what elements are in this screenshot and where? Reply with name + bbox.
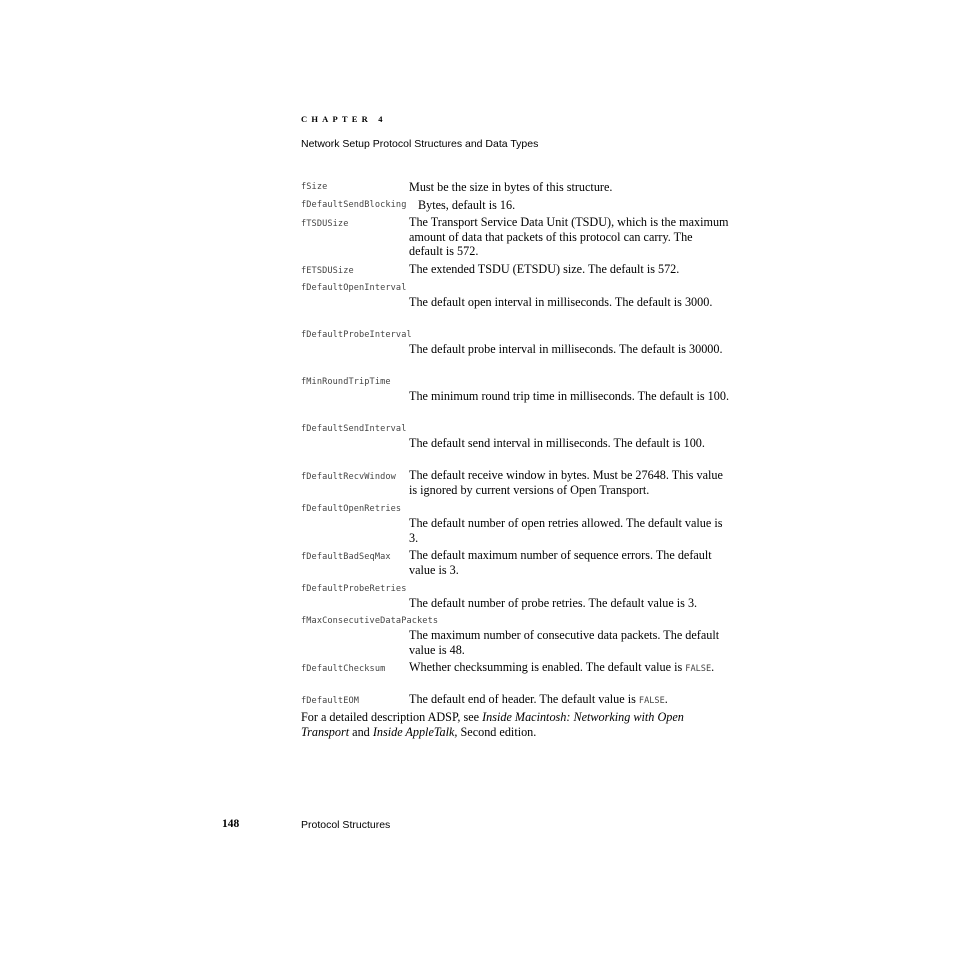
field-description: The default number of probe retries. The default value is 3.: [409, 596, 698, 610]
page-number: 148: [222, 818, 240, 830]
field-description: The default number of open retries allowed. The default value is 3.: [409, 516, 723, 545]
reference-paragraph: [301, 710, 726, 740]
field-description: The default probe interval in milliseconds. The default is 30000.: [409, 342, 723, 356]
field-description: Must be the size in bytes of this structure.: [409, 180, 613, 194]
field-description-tail: .: [664, 692, 668, 706]
chapter-title: Network Setup Protocol Structures and Data Types: [301, 138, 539, 150]
book-reference-appletalk: Inside AppleTalk,: [372, 725, 458, 739]
code-false: FALSE: [638, 696, 665, 706]
field-description: The Transport Service Data Unit (TSDU), which is the maximum amount of data that packets of this protocol can carry. The default is 572.: [409, 215, 729, 259]
field-name: fETSDUSize: [301, 266, 354, 276]
footer-title: Protocol Structures: [301, 819, 391, 831]
field-name: fDefaultOpenRetries: [301, 504, 402, 514]
field-description: Bytes, default is 16.: [418, 198, 516, 212]
field-description: The default maximum number of sequence errors. The default value is 3.: [409, 548, 712, 577]
field-description: The default receive window in bytes. Must be 27648. This value is ignored by current versions of Open Transport.: [409, 468, 723, 497]
field-name: fDefaultChecksum: [301, 664, 386, 674]
field-name: fSize: [301, 182, 328, 192]
field-description: The default send interval in milliseconds. The default is 100.: [409, 436, 705, 450]
field-name: fMaxConsecutiveDataPackets: [301, 616, 439, 626]
field-description-text: The default end of header. The default value is: [409, 692, 636, 706]
field-name: fDefaultEOM: [301, 696, 360, 706]
field-description-tail: .: [711, 660, 715, 674]
chapter-label: CHAPTER 4: [301, 114, 387, 124]
paragraph-mid: and: [349, 725, 373, 739]
paragraph-suffix: Second edition.: [457, 725, 537, 739]
field-name: fDefaultProbeRetries: [301, 584, 407, 594]
field-name: fMinRoundTripTime: [301, 377, 391, 387]
field-description: [409, 660, 729, 677]
field-name: fDefaultSendInterval: [301, 424, 407, 434]
field-name: fDefaultOpenInterval: [301, 283, 407, 293]
field-description-text: Whether checksumming is enabled. The default value is: [409, 660, 683, 674]
field-name: fTSDUSize: [301, 219, 349, 229]
field-name: fDefaultSendBlocking: [301, 200, 407, 210]
field-description: The extended TSDU (ETSDU) size. The default is 572.: [409, 262, 680, 276]
field-name: fDefaultBadSeqMax: [301, 552, 391, 562]
field-name: fDefaultRecvWindow: [301, 472, 396, 482]
book-reference-networking: Inside Macintosh: Networking with Open Transport: [301, 710, 684, 739]
paragraph-prefix: For a detailed description ADSP, see: [301, 710, 483, 724]
field-description: The minimum round trip time in milliseconds. The default is 100.: [409, 389, 729, 403]
code-false: FALSE: [685, 664, 712, 674]
field-description: The maximum number of consecutive data packets. The default value is 48.: [409, 628, 720, 657]
field-description: The default open interval in milliseconds. The default is 3000.: [409, 295, 713, 309]
field-description: [409, 692, 729, 709]
field-name: fDefaultProbeInterval: [301, 330, 412, 340]
